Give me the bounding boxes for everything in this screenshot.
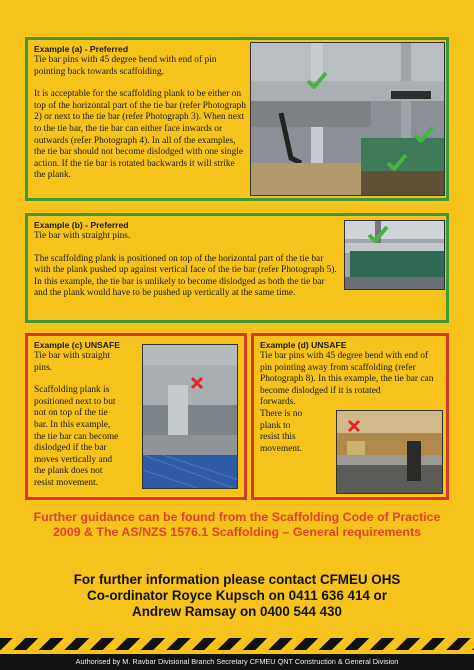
example-b-text xyxy=(34,220,339,300)
photo-tie-bar-on-plank xyxy=(250,42,445,196)
example-a-panel xyxy=(25,37,449,201)
example-b-subtitle: Tie bar with straight pins. xyxy=(34,231,131,241)
example-d-title: Example (d) UNSAFE xyxy=(260,340,347,350)
photo-plank-against-tie-bar xyxy=(344,220,445,290)
example-c-title: Example (c) UNSAFE xyxy=(34,340,120,350)
check-icon xyxy=(306,71,328,89)
contact-line-2: Co-ordinator Royce Kupsch on 0411 636 414 or xyxy=(87,588,387,603)
example-d-intro: Tie bar pins with 45 degree bend with end of pin pointing away from scaffolding (refer Photograph 8). In this example, the tie bar can become dislodged if it is rotated xyxy=(260,351,434,396)
check-icon xyxy=(413,125,435,143)
contact-line-1: For further information please contact CFMEU OHS xyxy=(73,572,401,587)
example-b-title: Example (b) - Preferred xyxy=(34,220,129,230)
example-a-subtitle: Tie bar pins with 45 degree bend with end of pin pointing back towards scaffolding. xyxy=(34,55,217,77)
example-b-body: The scaffolding plank is positioned on top of the horizontal part of the tie bar with the plank pushed up against vertical face of the tie bar (refer Photograph 5). In this example, the tie bar is unlikely to become dislodged as both the tie bar and the plank would have to be pushed up vertically at the same time. xyxy=(34,253,337,299)
example-c-body: Scaffolding plank is positioned next to but not on top of the tie bar. In this example, the tie bar can become dislodged if the bar moves vertically and the plank does not resist movement. xyxy=(34,385,119,488)
example-b-panel xyxy=(25,213,449,323)
example-d-panel xyxy=(251,333,449,500)
hazard-stripe-band xyxy=(0,638,474,650)
photo-b-illustration xyxy=(345,221,445,290)
check-icon xyxy=(367,225,389,243)
example-c-panel xyxy=(25,333,247,500)
photo-a-illustration xyxy=(251,43,445,196)
check-icon xyxy=(386,153,408,171)
contact-line-3: Andrew Ramsay on 0400 544 430 xyxy=(132,604,342,619)
photo-tie-bar-pointing-away xyxy=(336,410,443,494)
authorisation-footer: Authorised by M. Ravbar Divisional Branch Secretary CFMEU QNT Construction & General Division xyxy=(0,654,474,670)
further-guidance-note: Further guidance can be found from the Scaffolding Code of Practice 2009 & The AS/NZS 1576.1 Scaffolding – General requirements xyxy=(33,510,441,539)
example-a-title: Example (a) - Preferred xyxy=(34,44,129,54)
example-c-subtitle: Tie bar with straight pins. xyxy=(34,351,110,373)
example-d-tail: forwards. There is no plank to resist this movement. xyxy=(260,397,303,454)
photo-c-illustration xyxy=(143,345,238,489)
example-a-text xyxy=(34,44,248,182)
example-a-body: It is acceptable for the scaffolding plank to be either on top of the horizontal part of the tie bar (refer Photograph 2) or next to the tie bar (refer Photograph 3). When next to the tie bar, the tie bar can either face inwards or outwards (refer Photograph 4). In all of the examples, the tie bar should not become dislodged with one single action. If the tie bar is rotated backwards it will strike the plank. xyxy=(34,89,246,181)
example-c-text xyxy=(34,340,122,490)
cross-icon xyxy=(347,419,361,433)
cross-icon xyxy=(190,376,204,390)
photo-plank-beside-tie-bar xyxy=(142,344,238,489)
contact-info xyxy=(30,572,444,620)
